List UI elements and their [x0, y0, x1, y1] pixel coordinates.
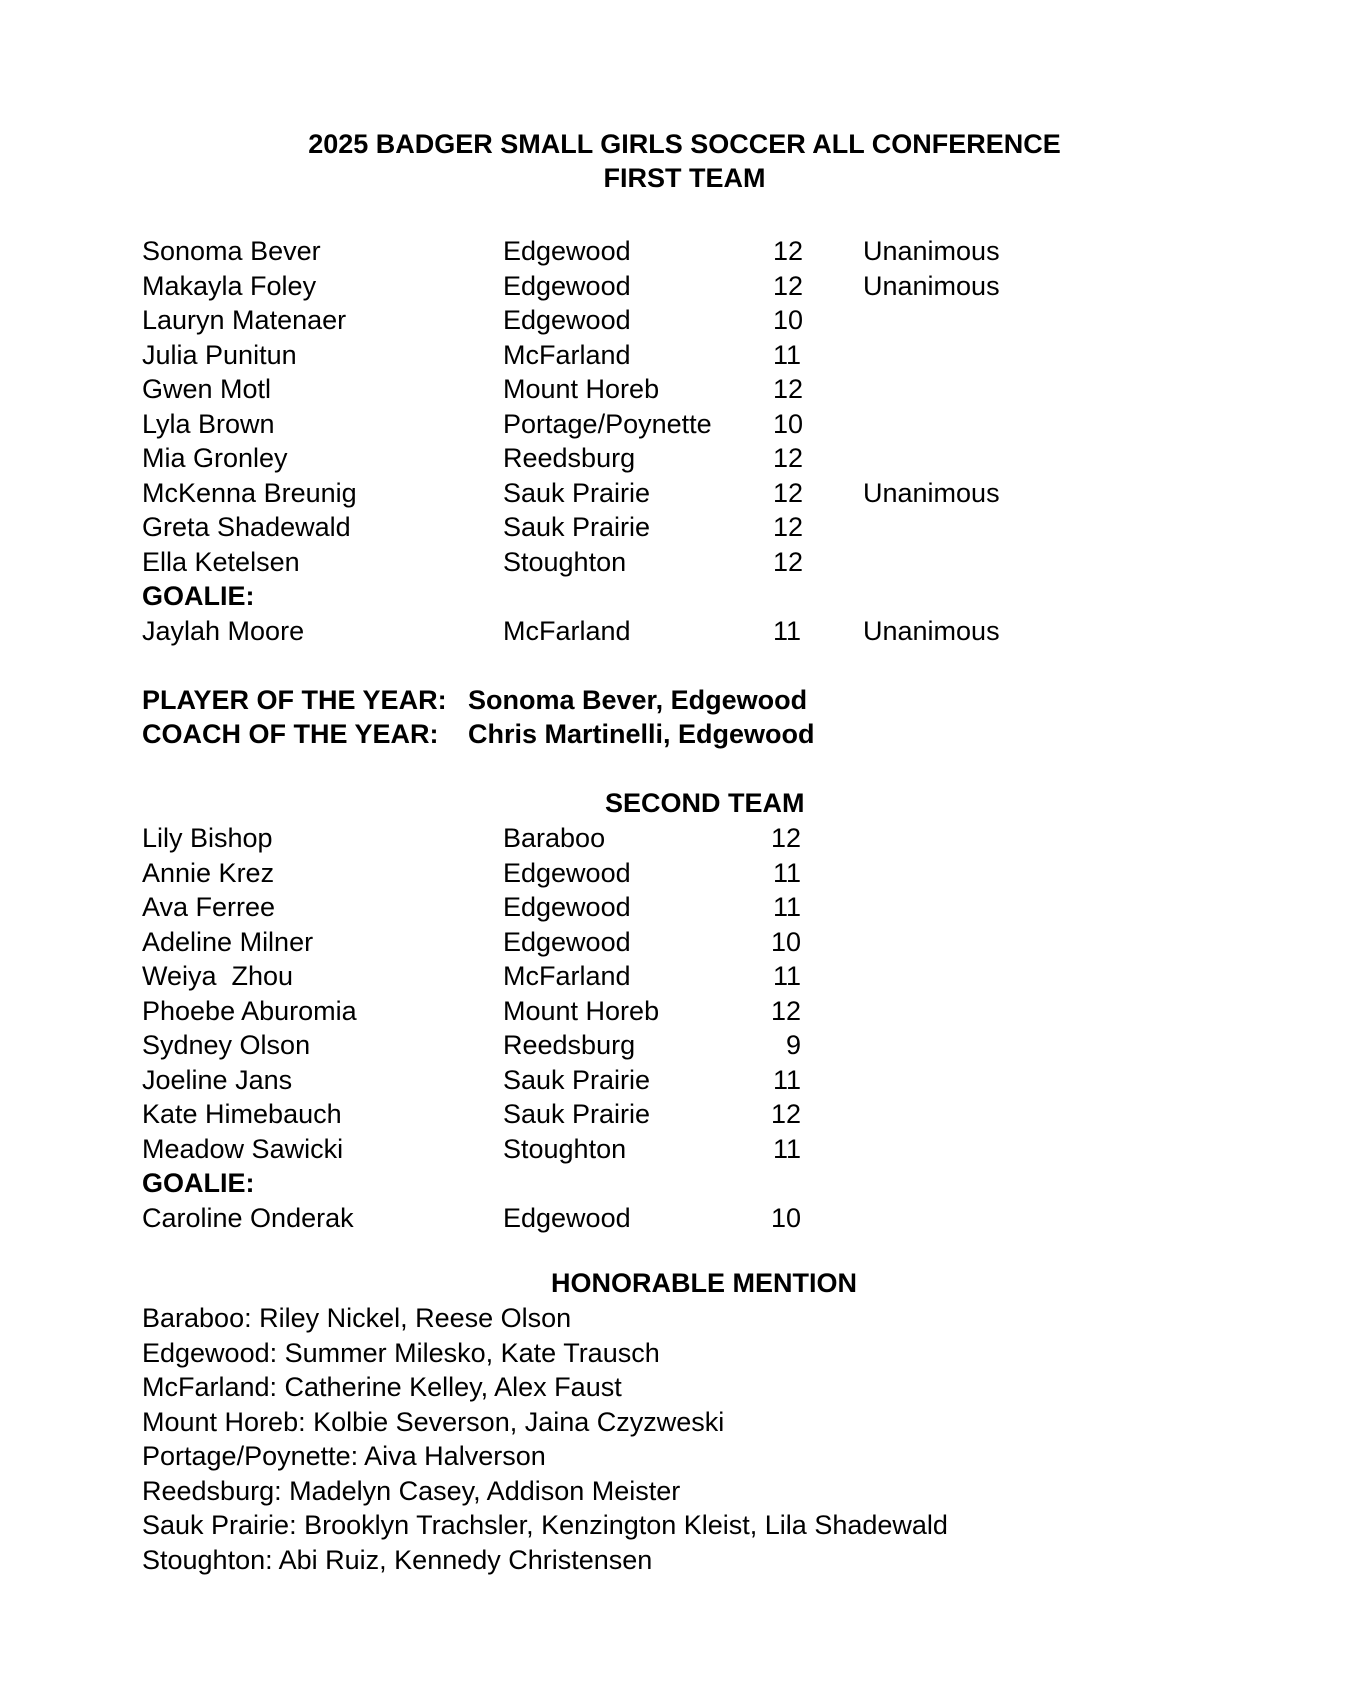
player-school: Reedsburg	[503, 1030, 636, 1060]
player-name: Mia Gronley	[142, 443, 288, 473]
player-school: Edgewood	[503, 236, 631, 266]
second-team-row	[0, 1132, 1369, 1166]
player-grade: 11	[773, 616, 802, 646]
player-grade: 10	[770, 926, 801, 957]
player-note: Unanimous	[863, 477, 1000, 508]
first-team-row	[0, 441, 1369, 475]
second-team-row	[0, 1063, 1369, 1097]
player-school: Mount Horeb	[503, 995, 660, 1026]
player-grade: 11	[772, 1064, 801, 1095]
player-grade: 12	[773, 443, 804, 473]
player-name: Caroline Onderak	[142, 1203, 354, 1233]
player-of-year-row	[0, 683, 1369, 717]
second-team-goalie-row	[0, 1201, 1369, 1235]
first-team-row	[0, 269, 1369, 303]
player-note: Unanimous	[863, 270, 1000, 301]
second-team-row	[0, 1097, 1369, 1131]
player-school: Edgewood	[503, 857, 631, 888]
player-grade: 12	[773, 374, 804, 404]
coach-of-year-label: COACH OF THE YEAR:	[142, 719, 439, 749]
player-name: Jaylah Moore	[142, 616, 305, 646]
honorable-mention-line: Sauk Prairie: Brooklyn Trachsler, Kenzington Kleist, Lila Shadewald	[142, 1510, 948, 1540]
player-name: Greta Shadewald	[142, 512, 351, 542]
second-team-row	[0, 994, 1369, 1028]
second-team-row	[0, 821, 1369, 855]
first-team-row	[0, 476, 1369, 510]
first-team-row	[0, 510, 1369, 544]
player-name: Makayla Foley	[142, 270, 317, 301]
player-of-year-label: PLAYER OF THE YEAR:	[142, 685, 447, 715]
player-school: Baraboo	[503, 823, 606, 853]
player-note: Unanimous	[863, 616, 1000, 646]
second-team-heading-row	[0, 786, 1369, 820]
player-name: Lyla Brown	[142, 408, 275, 439]
player-school: Edgewood	[503, 305, 631, 335]
first-team-goalie-label-row	[0, 579, 1369, 613]
player-name: Weiya Zhou	[142, 961, 294, 991]
coach-of-year-row	[0, 717, 1369, 751]
coach-of-year-value: Chris Martinelli, Edgewood	[468, 719, 815, 749]
player-grade: 12	[773, 477, 804, 508]
player-note: Unanimous	[863, 236, 1000, 266]
first-team-row	[0, 372, 1369, 406]
player-school: Stoughton	[503, 1133, 627, 1164]
first-team-row	[0, 234, 1369, 268]
player-grade: 12	[770, 823, 801, 853]
player-school: Sauk Prairie	[503, 477, 651, 508]
player-name: Sonoma Bever	[142, 236, 321, 266]
first-team-row	[0, 338, 1369, 372]
player-name: Gwen Motl	[142, 374, 272, 404]
honorable-mention-line: McFarland: Catherine Kelley, Alex Faust	[142, 1372, 622, 1402]
player-grade: 12	[770, 1099, 801, 1129]
player-grade: 11	[772, 857, 801, 888]
first-team-row	[0, 303, 1369, 337]
player-name: Ella Ketelsen	[142, 546, 300, 577]
player-grade: 12	[773, 546, 804, 577]
player-name: Sydney Olson	[142, 1030, 311, 1060]
player-name: Kate Himebauch	[142, 1099, 342, 1129]
second-team-row	[0, 925, 1369, 959]
first-team-goalie-row	[0, 614, 1369, 648]
honorable-mention-line: Edgewood: Summer Milesko, Kate Trausch	[142, 1337, 660, 1368]
first-team-row	[0, 545, 1369, 579]
player-of-year-value: Sonoma Bever, Edgewood	[468, 685, 808, 715]
player-school: Portage/Poynette	[503, 408, 712, 439]
player-name: Adeline Milner	[142, 926, 314, 957]
player-grade: 11	[772, 892, 801, 922]
player-school: McFarland	[503, 961, 631, 991]
player-school: Reedsburg	[503, 443, 636, 473]
honorable-mention-line: Baraboo: Riley Nickel, Reese Olson	[142, 1303, 572, 1333]
second-team-row	[0, 1028, 1369, 1062]
player-grade: 11	[773, 339, 802, 370]
second-team-row	[0, 856, 1369, 890]
player-school: Sauk Prairie	[503, 1099, 651, 1129]
player-school: Edgewood	[503, 892, 631, 922]
player-school: Edgewood	[503, 1203, 631, 1233]
player-name: Phoebe Aburomia	[142, 995, 357, 1026]
second-team-goalie-label-row	[0, 1166, 1369, 1200]
player-name: Joeline Jans	[142, 1064, 293, 1095]
goalie-label: GOALIE:	[142, 1168, 255, 1198]
player-school: Mount Horeb	[503, 374, 660, 404]
first-team-heading: FIRST TEAM	[603, 163, 766, 193]
player-name: McKenna Breunig	[142, 477, 357, 508]
player-grade: 10	[773, 305, 804, 335]
second-team-row	[0, 959, 1369, 993]
player-name: Ava Ferree	[142, 892, 276, 922]
player-name: Lily Bishop	[142, 823, 273, 853]
player-grade: 11	[772, 961, 801, 991]
player-school: Stoughton	[503, 546, 627, 577]
honorable-mention-line: Portage/Poynette: Aiva Halverson	[142, 1441, 546, 1471]
first-team-row	[0, 407, 1369, 441]
player-school: Edgewood	[503, 926, 631, 957]
player-name: Meadow Sawicki	[142, 1133, 344, 1164]
second-team-row	[0, 890, 1369, 924]
player-name: Julia Punitun	[142, 339, 297, 370]
player-grade: 12	[773, 270, 804, 301]
player-grade: 10	[770, 1203, 801, 1233]
document-title: 2025 BADGER SMALL GIRLS SOCCER ALL CONFERENCE	[308, 129, 1061, 159]
player-school: McFarland	[503, 339, 631, 370]
honorable-mention-line: Mount Horeb: Kolbie Severson, Jaina Czyzweski	[142, 1406, 725, 1437]
player-grade: 10	[773, 408, 804, 439]
player-school: Sauk Prairie	[503, 1064, 651, 1095]
player-school: Edgewood	[503, 270, 631, 301]
player-school: McFarland	[503, 616, 631, 646]
honorable-mention-heading: HONORABLE MENTION	[551, 1268, 857, 1298]
player-grade: 9	[785, 1030, 801, 1060]
honorable-mention-line: Reedsburg: Madelyn Casey, Addison Meister	[142, 1475, 681, 1506]
player-school: Sauk Prairie	[503, 512, 651, 542]
player-grade: 12	[773, 512, 804, 542]
honorable-mention-line: Stoughton: Abi Ruiz, Kennedy Christensen	[142, 1544, 653, 1575]
player-grade: 12	[770, 995, 801, 1026]
honorable-mention-heading-row	[0, 1266, 1369, 1300]
player-name: Lauryn Matenaer	[142, 305, 347, 335]
goalie-label: GOALIE:	[142, 581, 255, 611]
player-grade: 12	[773, 236, 804, 266]
second-team-heading: SECOND TEAM	[605, 788, 805, 818]
player-grade: 11	[772, 1133, 801, 1164]
player-name: Annie Krez	[142, 857, 275, 888]
